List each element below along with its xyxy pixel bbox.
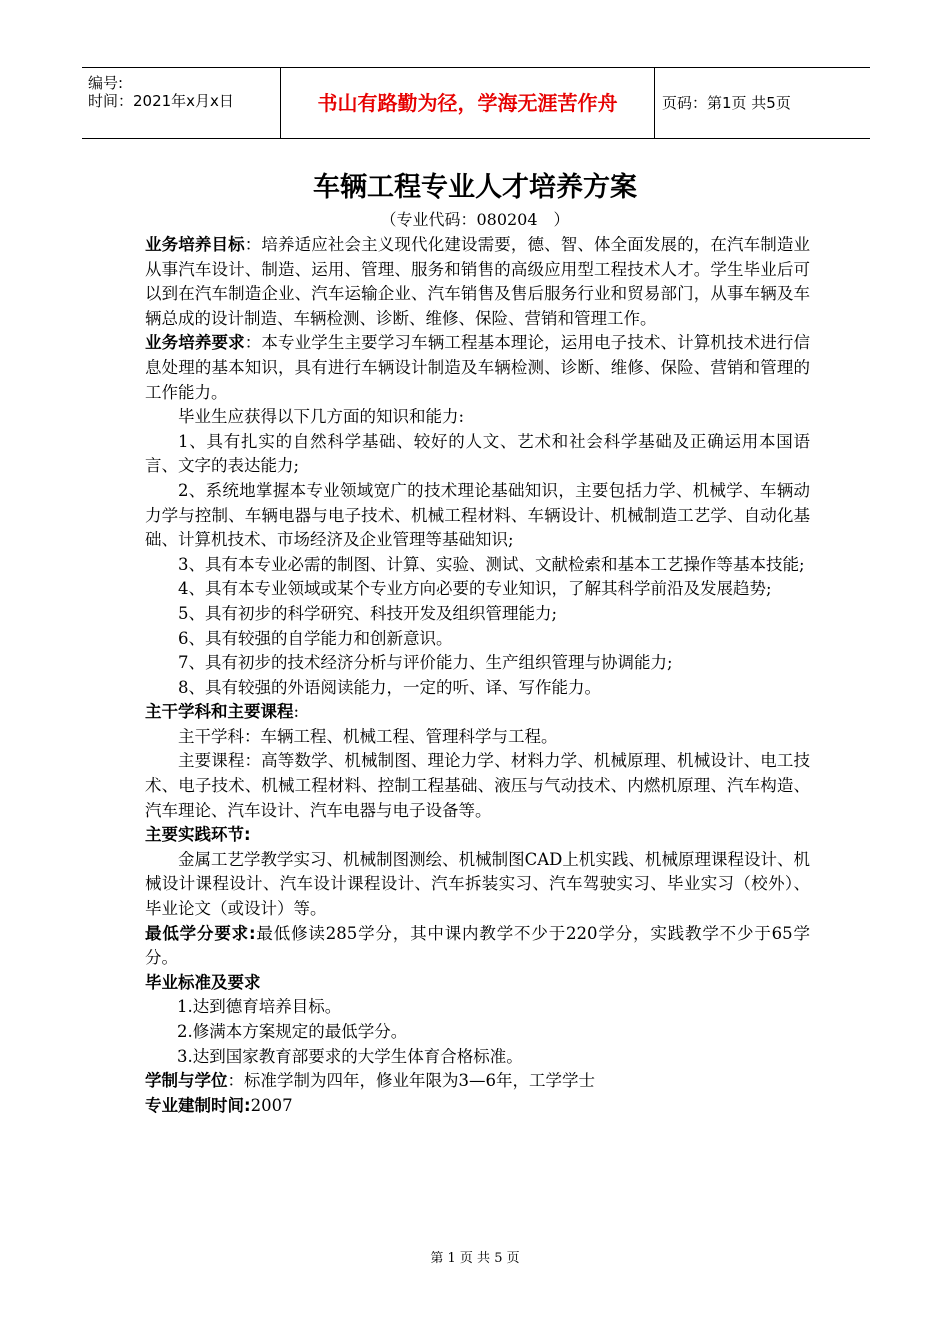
paragraph xyxy=(145,749,810,823)
paragraph-text: 2007 xyxy=(250,1095,293,1115)
paragraph xyxy=(145,627,810,652)
paragraph xyxy=(145,233,810,331)
paragraph xyxy=(145,405,810,430)
section-heading: 最低学分要求: xyxy=(145,923,256,943)
paragraph xyxy=(145,971,810,996)
header-meta-cell xyxy=(82,68,281,138)
time-label: 时间：2021年x月x日 xyxy=(88,92,234,110)
paragraph-text: 4、具有本专业领域或某个专业方向必要的专业知识，了解其科学前沿及发展趋势; xyxy=(178,579,772,599)
paragraph-text: ：本专业学生主要学习车辆工程基本理论，运用电子技术、计算机技术进行信息处理的基本知识，具有进行车辆设计制造及车辆检测、诊断、维修、保险、营销和管理的工作能力。 xyxy=(145,333,811,402)
paragraph-text: 最低修读285学分，其中课内教学不少于220学分，实践教学不少于65学分。 xyxy=(145,923,810,968)
paragraph xyxy=(145,848,810,922)
section-heading: 专业建制时间: xyxy=(145,1095,251,1115)
paragraph xyxy=(145,1020,810,1045)
paragraph-text: ：培养适应社会主义现代化建设需要，德、智、体全面发展的，在汽车制造业从事汽车设计、制造、运用、管理、服务和销售的高级应用型工程技术人才。学生毕业后可以到在汽车制造企业、汽车运输企业、汽车销售及售后服务行业和贸易部门，从事车辆及车辆总成的设计制造、车辆检测、诊断、维修、保险、营销和管理工作。 xyxy=(145,235,811,328)
paragraph-text: 6、具有较强的自学能力和创新意识。 xyxy=(178,628,453,648)
paragraph xyxy=(145,602,810,627)
paragraph xyxy=(145,823,810,848)
document-body xyxy=(145,233,810,1118)
paragraph xyxy=(145,651,810,676)
page-code: 页码：第1页 共5页 xyxy=(662,94,791,112)
paragraph xyxy=(145,725,810,750)
paragraph-text: 3、具有本专业必需的制图、计算、实验、测试、文献检索和基本工艺操作等基本技能; xyxy=(178,554,805,574)
paragraph-text: 1.达到德育培养目标。 xyxy=(177,997,342,1017)
paragraph-text: 8、具有较强的外语阅读能力，一定的听、译、写作能力。 xyxy=(178,677,601,697)
section-heading: 业务培养目标 xyxy=(145,235,245,254)
paragraph-text: 主干学科：车辆工程、机械工程、管理科学与工程。 xyxy=(178,726,558,746)
paragraph-text: 主要课程：高等数学、机械制图、理论力学、材料力学、机械原理、机械设计、电工技术、电子技术、机械工程材料、控制工程基础、液压与气动技术、内燃机原理、汽车构造、汽车理论、汽车设计、汽车电器与电子设备等。 xyxy=(145,751,810,820)
paragraph xyxy=(145,700,810,725)
section-heading: 学制与学位 xyxy=(145,1071,228,1091)
paragraph-text: ：标准学制为四年，修业年限为3—6年，工学学士 xyxy=(227,1071,595,1091)
paragraph xyxy=(145,331,810,405)
paragraph-text: 3.达到国家教育部要求的大学生体育合格标准。 xyxy=(177,1046,523,1066)
motto: 书山有路勤为径，学海无涯苦作舟 xyxy=(281,68,655,138)
paragraph xyxy=(145,430,810,479)
header-table xyxy=(82,67,870,139)
paragraph xyxy=(145,676,810,701)
paragraph-text: 5、具有初步的科学研究、科技开发及组织管理能力; xyxy=(178,603,558,623)
paragraph-text: 金属工艺学教学实习、机械制图测绘、机械制图CAD上机实践、机械原理课程设计、机械设计课程设计、汽车设计课程设计、汽车拆装实习、汽车驾驶实习、毕业实习（校外）、毕业论文（或设计）等。 xyxy=(145,849,810,919)
section-heading: 毕业标准及要求 xyxy=(145,972,261,992)
paragraph-text: : xyxy=(293,702,300,722)
paragraph xyxy=(145,479,810,553)
page-footer: 第 1 页 共 5 页 xyxy=(430,1251,520,1266)
section-heading: 业务培养要求 xyxy=(145,333,245,353)
paragraph xyxy=(145,553,810,578)
paragraph-text: 1、具有扎实的自然科学基础、较好的人文、艺术和社会科学基础及正确运用本国语言、文字的表达能力; xyxy=(145,431,810,476)
paragraph-text: 2、系统地掌握本专业领域宽广的技术理论基础知识，主要包括力学、机械学、车辆动力学与控制、车辆电器与电子技术、机械工程材料、车辆设计、机械制造工艺学、自动化基础、计算机技术、市场经济及企业管理等基础知识; xyxy=(145,480,810,550)
paragraph xyxy=(145,577,810,602)
paragraph xyxy=(145,1094,810,1119)
paragraph-text: 2.修满本方案规定的最低学分。 xyxy=(177,1022,408,1041)
major-code: （专业代码：080204 ） xyxy=(380,210,570,229)
section-heading: 主要实践环节: xyxy=(145,825,251,845)
section-heading: 主干学科和主要课程 xyxy=(145,702,294,722)
paragraph xyxy=(145,1045,810,1070)
number-label: 编号: xyxy=(88,74,124,92)
paragraph-text: 毕业生应获得以下几方面的知识和能力: xyxy=(178,407,465,427)
paragraph xyxy=(145,995,810,1020)
paragraph-text: 7、具有初步的技术经济分析与评价能力、生产组织管理与协调能力; xyxy=(178,653,673,673)
paragraph xyxy=(145,922,810,971)
paragraph xyxy=(145,1069,810,1094)
page-title: 车辆工程专业人才培养方案 xyxy=(313,172,637,203)
